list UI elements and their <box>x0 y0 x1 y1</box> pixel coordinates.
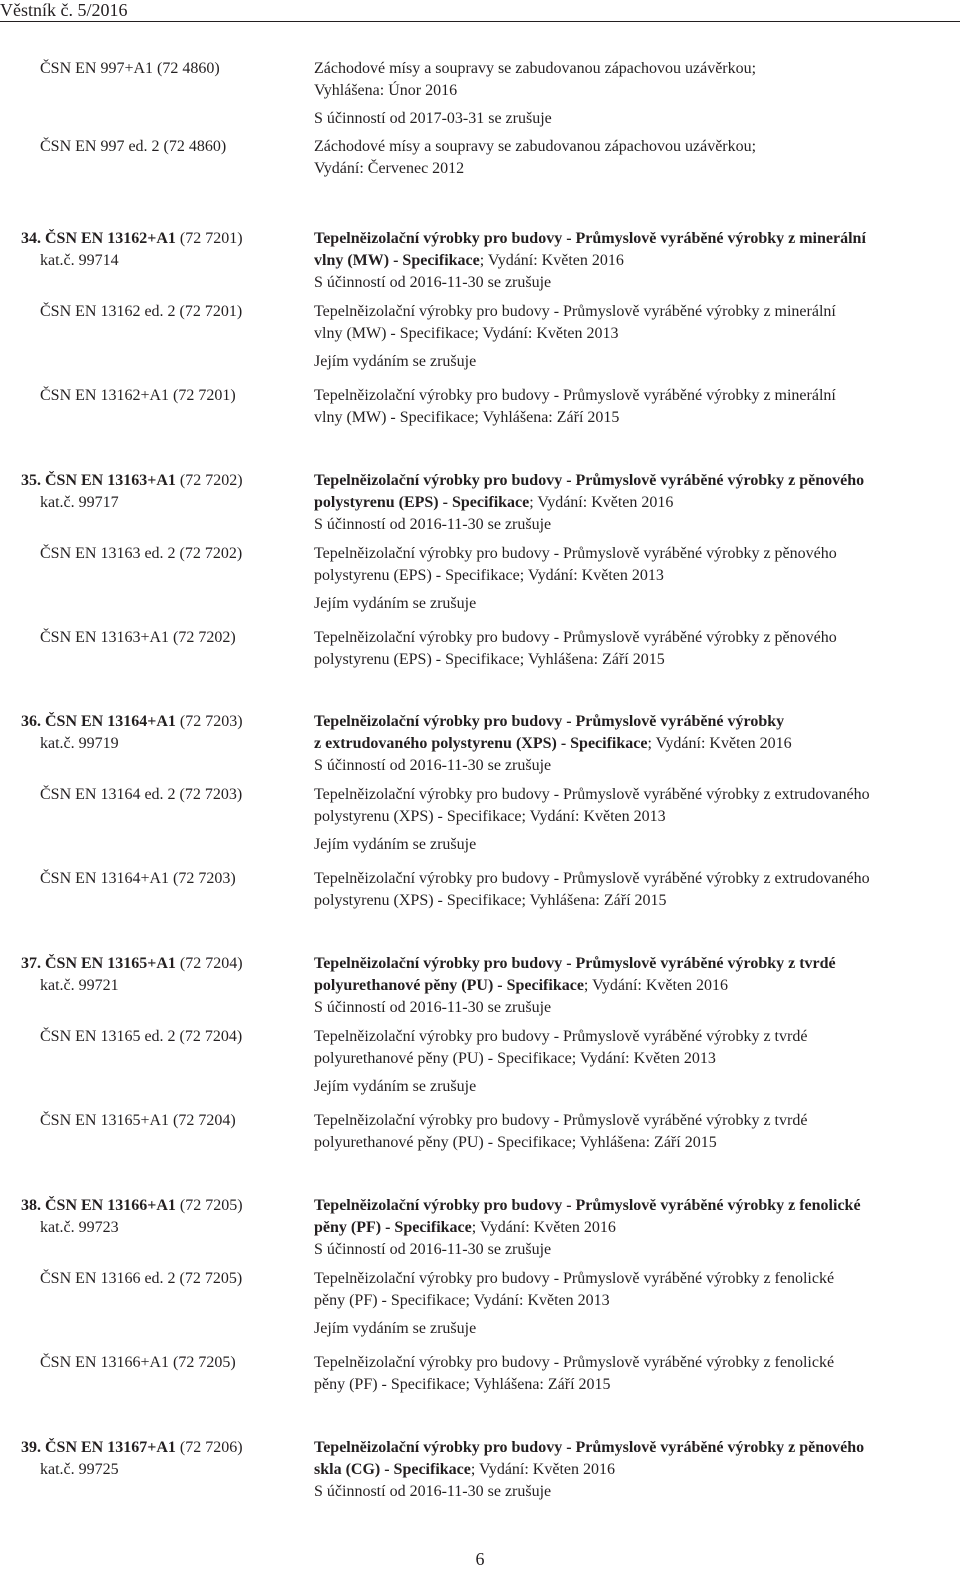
catalog-number: kat.č. 99719 <box>40 735 119 752</box>
catalog-number: kat.č. 99714 <box>40 252 119 269</box>
standard-title-cont: polyurethanové pěny (PU) - Specifikace; Vydání: Květen 2016 <box>314 977 729 994</box>
entry-997 <box>0 58 960 180</box>
standard-code: ČSN EN 13166+A1 <box>45 1197 176 1214</box>
effect-note: S účinností od 2016-11-30 se zrušuje <box>314 516 552 533</box>
standard-title-cont: skla (CG) - Specifikace; Vydání: Květen 2016 <box>314 1461 616 1478</box>
standard-title-cont: polystyrenu (EPS) - Specifikace; Vydání: Květen 2016 <box>314 494 674 511</box>
standard-code: ČSN EN 997+A1 (72 4860) <box>40 60 220 77</box>
replaced-standard-code: ČSN EN 13162 ed. 2 (72 7201) <box>40 303 243 320</box>
entry-heading <box>21 711 243 733</box>
withdrawal-note: Jejím vydáním se zrušuje <box>314 595 477 612</box>
entry-heading <box>21 1437 243 1459</box>
standard-title-cont: pěny (PF) - Specifikace; Vydání: Květen 2016 <box>314 1219 616 1236</box>
amendment-code: ČSN EN 13165+A1 (72 7204) <box>40 1112 236 1129</box>
withdrawal-note: Jejím vydáním se zrušuje <box>314 836 477 853</box>
standard-title: Tepelněizolační výrobky pro budovy - Průmyslově vyráběné výrobky <box>314 713 785 730</box>
catalog-number: kat.č. 99717 <box>40 494 119 511</box>
entry-36 <box>0 711 960 912</box>
entry-heading <box>21 470 243 492</box>
entry-35 <box>0 470 960 671</box>
amendment-title: Tepelněizolační výrobky pro budovy - Průmyslově vyráběné výrobky z minerální <box>314 387 836 404</box>
amendment-status: polystyrenu (XPS) - Specifikace; Vyhlášena: Září 2015 <box>314 892 667 909</box>
entry-number: 36. <box>21 713 41 730</box>
entry-37 <box>0 953 960 1154</box>
entry-34 <box>0 228 960 429</box>
standard-code: ČSN EN 13167+A1 <box>45 1439 176 1456</box>
effect-note: S účinností od 2016-11-30 se zrušuje <box>314 999 552 1016</box>
replaced-standard-title: Tepelněizolační výrobky pro budovy - Průmyslově vyráběné výrobky z fenolické <box>314 1270 835 1287</box>
entry-39 <box>0 1437 960 1503</box>
standard-title-cont: vlny (MW) - Specifikace; Vydání: Květen 2016 <box>314 252 624 269</box>
standard-code: ČSN EN 13164+A1 <box>45 713 176 730</box>
withdrawal-note: Jejím vydáním se zrušuje <box>314 353 477 370</box>
replaced-standard-title: Tepelněizolační výrobky pro budovy - Průmyslově vyráběné výrobky z extrudovaného <box>314 786 870 803</box>
replaced-standard-title: Tepelněizolační výrobky pro budovy - Průmyslově vyráběné výrobky z minerální <box>314 303 836 320</box>
replaced-standard-title: Záchodové mísy a soupravy se zabudovanou zápachovou uzávěrkou; <box>314 138 757 155</box>
replaced-standard-title: Tepelněizolační výrobky pro budovy - Průmyslově vyráběné výrobky z tvrdé <box>314 1028 808 1045</box>
withdrawal-note: Jejím vydáním se zrušuje <box>314 1320 477 1337</box>
amendment-code: ČSN EN 13164+A1 (72 7203) <box>40 870 236 887</box>
entry-number: 35. <box>21 472 41 489</box>
amendment-code: ČSN EN 13162+A1 (72 7201) <box>40 387 236 404</box>
catalog-number: kat.č. 99725 <box>40 1461 119 1478</box>
effect-note: S účinností od 2017-03-31 se zrušuje <box>314 110 552 127</box>
standard-status: Vyhlášena: Únor 2016 <box>314 82 458 99</box>
effect-note: S účinností od 2016-11-30 se zrušuje <box>314 1241 552 1258</box>
amendment-title: Tepelněizolační výrobky pro budovy - Průmyslově vyráběné výrobky z tvrdé <box>314 1112 808 1129</box>
replaced-standard-code: ČSN EN 997 ed. 2 (72 4860) <box>40 138 227 155</box>
entry-number: 38. <box>21 1197 41 1214</box>
replaced-standard-status: pěny (PF) - Specifikace; Vydání: Květen 2013 <box>314 1292 610 1309</box>
standard-class: (72 7203) <box>179 713 243 730</box>
catalog-number: kat.č. 99723 <box>40 1219 119 1236</box>
amendment-status: polystyrenu (EPS) - Specifikace; Vyhlášena: Září 2015 <box>314 651 665 668</box>
entry-heading <box>21 953 243 975</box>
replaced-standard-status: polyurethanové pěny (PU) - Specifikace; Vydání: Květen 2013 <box>314 1050 716 1067</box>
standard-class: (72 7205) <box>179 1197 243 1214</box>
journal-header <box>0 0 128 20</box>
entry-heading <box>21 228 243 250</box>
withdrawal-note: Jejím vydáním se zrušuje <box>314 1078 477 1095</box>
replaced-standard-status: vlny (MW) - Specifikace; Vydání: Květen 2013 <box>314 325 619 342</box>
standard-title: Tepelněizolační výrobky pro budovy - Průmyslově vyráběné výrobky z fenolické <box>314 1197 861 1214</box>
replaced-standard-status: polystyrenu (EPS) - Specifikace; Vydání: Květen 2013 <box>314 567 664 584</box>
catalog-number: kat.č. 99721 <box>40 977 119 994</box>
standard-code: ČSN EN 13162+A1 <box>45 230 176 247</box>
standard-title: Tepelněizolační výrobky pro budovy - Průmyslově vyráběné výrobky z tvrdé <box>314 955 836 972</box>
amendment-status: polyurethanové pěny (PU) - Specifikace; Vyhlášena: Září 2015 <box>314 1134 717 1151</box>
standard-code: ČSN EN 13163+A1 <box>45 472 176 489</box>
entry-heading <box>21 1195 243 1217</box>
standard-class: (72 7201) <box>179 230 243 247</box>
replaced-standard-status: Vydání: Červenec 2012 <box>314 160 465 177</box>
standard-title: Tepelněizolační výrobky pro budovy - Průmyslově vyráběné výrobky z minerální <box>314 230 866 247</box>
journal-title: Věstník č. 5/2016 <box>0 0 128 20</box>
entry-number: 37. <box>21 955 41 972</box>
standard-class: (72 7204) <box>179 955 243 972</box>
amendment-code: ČSN EN 13163+A1 (72 7202) <box>40 629 236 646</box>
replaced-standard-status: polystyrenu (XPS) - Specifikace; Vydání: Květen 2013 <box>314 808 666 825</box>
replaced-standard-code: ČSN EN 13163 ed. 2 (72 7202) <box>40 545 243 562</box>
entry-number: 34. <box>21 230 41 247</box>
standard-class: (72 7202) <box>179 472 243 489</box>
replaced-standard-code: ČSN EN 13164 ed. 2 (72 7203) <box>40 786 243 803</box>
amendment-title: Tepelněizolační výrobky pro budovy - Průmyslově vyráběné výrobky z fenolické <box>314 1354 835 1371</box>
standard-title-cont: z extrudovaného polystyrenu (XPS) - Specifikace; Vydání: Květen 2016 <box>314 735 792 752</box>
page-number: 6 <box>475 1549 485 1569</box>
amendment-status: vlny (MW) - Specifikace; Vyhlášena: Září 2015 <box>314 409 620 426</box>
standard-title: Tepelněizolační výrobky pro budovy - Průmyslově vyráběné výrobky z pěnového <box>314 1439 865 1456</box>
effect-note: S účinností od 2016-11-30 se zrušuje <box>314 757 552 774</box>
replaced-standard-code: ČSN EN 13165 ed. 2 (72 7204) <box>40 1028 243 1045</box>
standard-code: ČSN EN 13165+A1 <box>45 955 176 972</box>
replaced-standard-code: ČSN EN 13166 ed. 2 (72 7205) <box>40 1270 243 1287</box>
amendment-title: Tepelněizolační výrobky pro budovy - Průmyslově vyráběné výrobky z pěnového <box>314 629 837 646</box>
header-divider <box>0 21 960 22</box>
entry-38 <box>0 1195 960 1396</box>
amendment-status: pěny (PF) - Specifikace; Vyhlášena: Září 2015 <box>314 1376 611 1393</box>
replaced-standard-title: Tepelněizolační výrobky pro budovy - Průmyslově vyráběné výrobky z pěnového <box>314 545 837 562</box>
standard-title: Záchodové mísy a soupravy se zabudovanou zápachovou uzávěrkou; <box>314 60 757 77</box>
entry-number: 39. <box>21 1439 41 1456</box>
amendment-title: Tepelněizolační výrobky pro budovy - Průmyslově vyráběné výrobky z extrudovaného <box>314 870 870 887</box>
amendment-code: ČSN EN 13166+A1 (72 7205) <box>40 1354 236 1371</box>
standard-class: (72 7206) <box>179 1439 243 1456</box>
effect-note: S účinností od 2016-11-30 se zrušuje <box>314 1483 552 1500</box>
effect-note: S účinností od 2016-11-30 se zrušuje <box>314 274 552 291</box>
standard-title: Tepelněizolační výrobky pro budovy - Průmyslově vyráběné výrobky z pěnového <box>314 472 865 489</box>
